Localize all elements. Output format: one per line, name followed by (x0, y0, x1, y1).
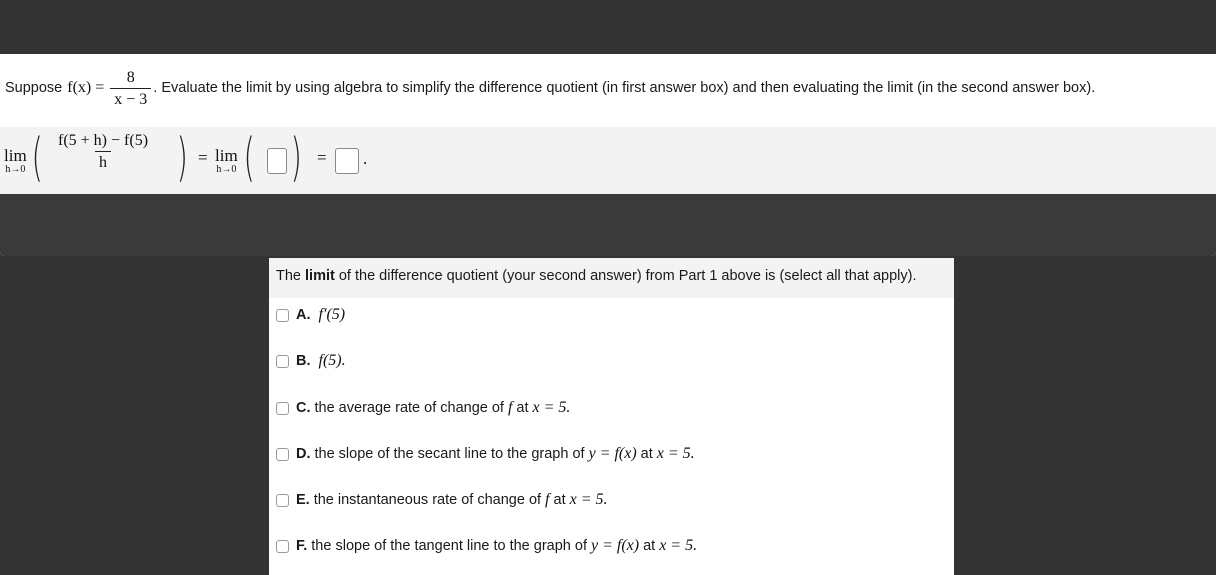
option-text-mid: at (643, 538, 656, 554)
option-e[interactable] (276, 490, 612, 510)
option-math: y = f(x) (588, 445, 637, 462)
answer-box-2[interactable] (335, 148, 359, 174)
option-d-checkbox[interactable] (276, 448, 289, 461)
option-e-checkbox[interactable] (276, 494, 289, 507)
right-paren-2: ) (290, 128, 302, 188)
dq-numerator: f(5 + h) − f(5) (58, 132, 149, 149)
option-letter: E. (296, 492, 310, 508)
option-letter: C. (296, 400, 311, 416)
function-lhs: f(x) = (67, 79, 105, 96)
prompt-pre: The (276, 268, 306, 284)
limit-operator (4, 147, 27, 176)
equals-sign-2: = (317, 148, 327, 167)
option-letter: D. (296, 446, 311, 462)
option-text: the average rate of change of (314, 400, 504, 416)
option-text: the slope of the tangent line to the graph of (311, 538, 587, 554)
option-letter: A. (296, 307, 311, 323)
option-d[interactable] (276, 444, 699, 464)
left-paren-2: ( (243, 128, 255, 188)
dq-denominator: h (95, 151, 111, 170)
option-math: y = f(x) (591, 537, 640, 554)
option-math: f(5). (318, 352, 346, 369)
difference-quotient (54, 133, 152, 170)
equals-sign: = (198, 148, 208, 167)
option-math: f (507, 399, 513, 416)
option-math: f′(5) (318, 306, 346, 323)
option-a-checkbox[interactable] (276, 309, 289, 322)
option-c-checkbox[interactable] (276, 402, 289, 415)
option-math-2: x = 5. (659, 537, 698, 554)
limit-expression (0, 127, 1216, 194)
prompt-bold: limit (305, 268, 335, 284)
question-statement (5, 66, 1095, 110)
option-math-2: x = 5. (532, 399, 571, 416)
option-letter: F. (296, 538, 308, 554)
option-math-2: x = 5. (569, 491, 608, 508)
left-paren: ( (31, 128, 43, 188)
part2-prompt (276, 268, 916, 284)
option-b[interactable] (276, 351, 350, 371)
lim-word-2: lim (215, 146, 238, 165)
part2-header (269, 258, 954, 298)
fraction-numerator: 8 (126, 68, 135, 86)
option-text: the instantaneous rate of change of (313, 492, 542, 508)
right-paren: ) (176, 128, 188, 188)
part2-card (269, 258, 954, 575)
option-text-mid: at (553, 492, 566, 508)
fraction-denominator: x − 3 (110, 88, 151, 107)
option-text: the slope of the secant line to the graph of (314, 446, 585, 462)
option-math: f (545, 491, 550, 508)
option-text-mid: at (640, 446, 653, 462)
option-b-checkbox[interactable] (276, 355, 289, 368)
option-math-2: x = 5. (656, 445, 695, 462)
suppose-text: Suppose (5, 80, 63, 96)
limit-operator-2 (215, 147, 238, 176)
lim-subscript: h→0 (5, 164, 26, 175)
option-letter: B. (296, 353, 311, 369)
option-f-checkbox[interactable] (276, 540, 289, 553)
panel-footer (0, 194, 1216, 256)
period: . (363, 149, 368, 168)
instruction-text: . Evaluate the limit by using algebra to simplify the difference quotient (in first answer box) and then evaluating the limit (in the second answer box). (153, 80, 1096, 96)
prompt-post: of the difference quotient (your second answer) from Part 1 above is (select all that apply). (334, 268, 917, 284)
function-fraction (110, 70, 151, 107)
option-a[interactable] (276, 305, 349, 325)
lim-subscript-2: h→0 (216, 164, 237, 175)
question-panel (0, 54, 1216, 256)
lim-word: lim (4, 146, 27, 165)
option-text-mid: at (516, 400, 529, 416)
option-f[interactable] (276, 536, 701, 556)
option-c[interactable] (276, 398, 574, 418)
answer-box-1[interactable] (267, 148, 287, 174)
